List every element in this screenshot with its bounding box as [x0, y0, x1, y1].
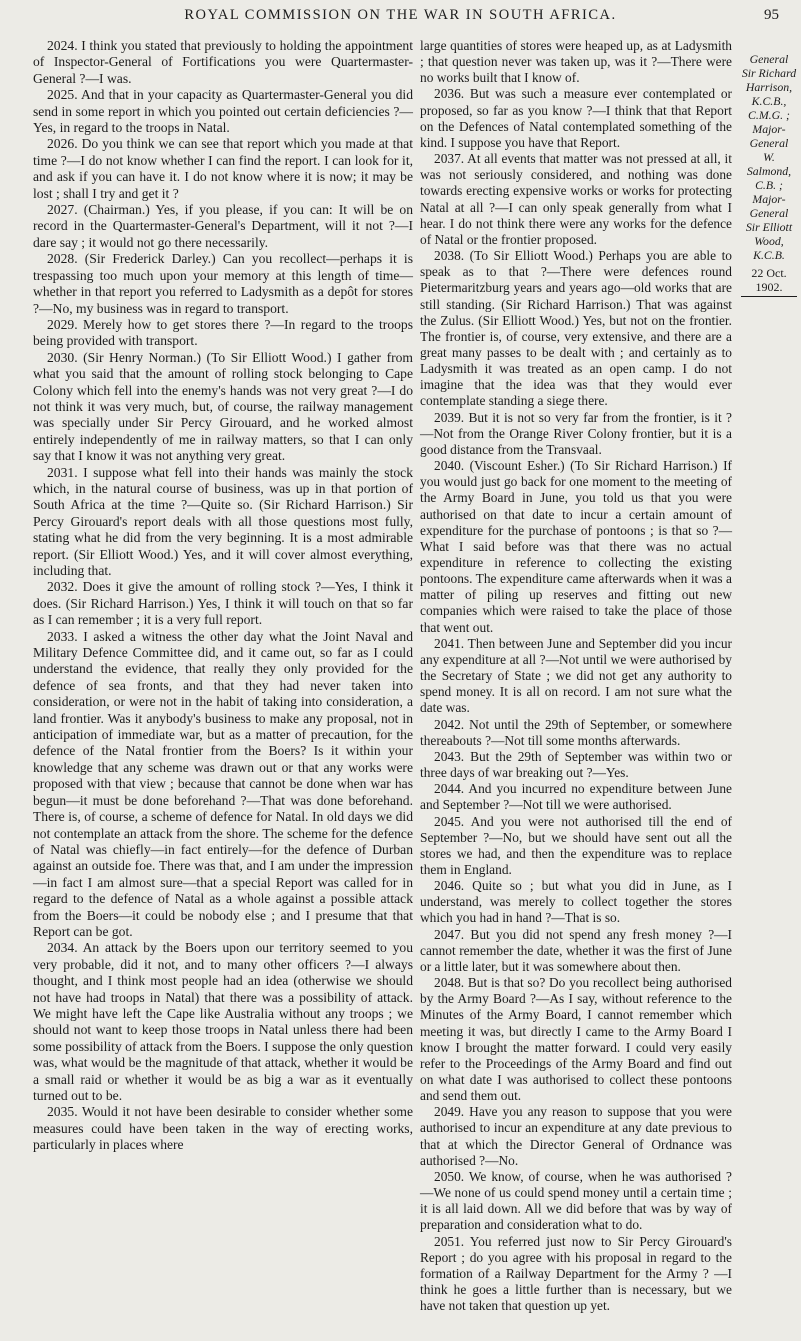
right-text-column — [420, 38, 732, 1314]
running-header — [0, 7, 801, 24]
margin-date: 22 Oct. 1902. — [741, 266, 797, 297]
paragraph: 2026. Do you think we can see that report which you made at that time ?—I do not know whether I can find the report. I can look for it, and ask if you can have it. I do not know where it is now; it may be lost ; shall I try and get it ? — [33, 136, 413, 201]
left-text-column — [33, 38, 413, 1154]
paragraph: 2038. (To Sir Elliott Wood.) Perhaps you are able to speak as to that ?—There were defences round Pietermaritzburg years and years ago—old works that are still standing. (Sir Richard Harrison.) That was against the Zulus. (Sir Elliott Wood.) Yes, but not on the frontier. The frontier is, of course, very extensive, and there are a great many passes to be dealt with ; and certainly as to Ladysmith it was treated as an open camp. I do not imagine that the idea was that they would ever contemplate standing a siege there. — [420, 248, 732, 409]
paragraph: 2031. I suppose what fell into their hands was mainly the stock which, in the natural course of business, was up in that portion of South Africa at the time ?—Quite so. (Sir Richard Harrison.) Sir Percy Girouard's report deals with all those questions most fully, stating what he did from the very beginning. It is a most admirable report. (Sir Elliott Wood.) Yes, and it will cover almost everything, including that. — [33, 464, 413, 578]
paragraph: 2032. Does it give the amount of rolling stock ?—Yes, I think it does. (Sir Richard Harrison.) Yes, I think it will touch on that so far as I can remember ; it is a very full report. — [33, 579, 413, 628]
paragraph: 2033. I asked a witness the other day what the Joint Naval and Military Defence Committee did, and it came out, so far as I could understand the evidence, that really they only provided for the defence of sea fronts, and that they had never taken into consideration, or were not in the habit of taking into consideration, a land frontier. Was it anybody's business to make any proposal, not in anticipation of immediate war, but as a matter of precaution, for the defence of the Natal frontier from the Boers? Is it within your knowledge that any scheme was drawn out or that any works were proposed with that view ; because that cannot be done when war has begun—it must be done beforehand ?—That was done beforehand. There is, of course, a scheme of defence for Natal. In old days we did not contemplate an attack from the shore. The scheme for the defence of Natal was chiefly—in fact entirely—for the defence of Durban against an outside foe. There was that, and I am under the impression—in fact I am almost sure—that a special Report was called for in regard to the defence of Natal as a whole against a possible attack from the Boers—it could be nobody else ; and I presume that that Report can be got. — [33, 628, 413, 939]
paragraph: 2041. Then between June and September did you incur any expenditure at all ?—Not until we were authorised by the Secretary of State ; we did not get any authority to spend money. It is all on record. I am not sure what the date was. — [420, 635, 732, 716]
paragraph: 2047. But you did not spend any fresh money ?—I cannot remember the date, whether it was the first of June or a little later, but it was somewhere about then. — [420, 926, 732, 974]
paragraph: 2044. And you incurred no expenditure between June and September ?—Not till we were authorised. — [420, 781, 732, 813]
page-number: 95 — [764, 7, 779, 23]
paragraph: 2030. (Sir Henry Norman.) (To Sir Elliott Wood.) I gather from what you said that the amount of rolling stock belonging to Cape Colony which fell into the enemy's hands was not very great ?—I do not think it was very much, but, of course, the railway management was specially under Sir Percy Girouard, and he worked almost entirely independently of me in railway matters, so that I can only say that I know it was not anything very great. — [33, 349, 413, 464]
paragraph: large quantities of stores were heaped up, as at Ladysmith ; that question never was taken up, was it ?—There were no works built that I know of. — [420, 38, 732, 86]
paragraph: 2051. You referred just now to Sir Percy Girouard's Report ; do you agree with his proposal in regard to the formation of a Railway Department for the Army ? —I think he goes a little further than is necessary, but we have not taken that question up yet. — [420, 1233, 732, 1314]
paragraph: 2037. At all events that matter was not pressed at all, it was not seriously considered, and nothing was done towards erecting expensive works or works for protecting Natal at all ?—I can only speak generally from what I hear. I do not think there were any works for the defence of Natal or the frontier proposed. — [420, 151, 732, 247]
paragraph: 2050. We know, of course, when he was authorised ? —We none of us could spend money until a certain time ; it is all laid down. All we did before that was by way of preparation and consideration what to do. — [420, 1168, 732, 1233]
paragraph: 2039. But it is not so very far from the frontier, is it ? —Not from the Orange River Colony frontier, but it is a good distance from the Transvaal. — [420, 409, 732, 457]
paragraph: 2048. But is that so? Do you recollect being authorised by the Army Board ?—As I say, without reference to the Minutes of the Army Board, I cannot remember which meeting it was, but directly I came to the Army Board I know I brought the matter forward. I could very easily refer to the Proceedings of the Army Board and find out on what date I was authorised to collect these pontoons and send them out. — [420, 975, 732, 1104]
paragraph: 2042. Not until the 29th of September, or somewhere thereabouts ?—Not till some months afterwards. — [420, 716, 732, 748]
paragraph: 2043. But the 29th of September was within two or three days of war breaking out ?—Yes. — [420, 748, 732, 781]
paragraph: 2036. But was such a measure ever contemplated or proposed, so far as you know ?—I think that that Report on the Defences of Natal contemplated something of the kind. I suppose you have that Report. — [420, 86, 732, 150]
margin-witness-names: General Sir Richard Harrison, K.C.B., C.M.G. ; Major- General W. Salmond, C.B. ; Major- General Sir Elliott Wood, K.C.B. — [741, 52, 797, 262]
paragraph: 2049. Have you any reason to suppose that you were authorised to incur an expenditure at any date previous to that at which the Director General of Ordnance was authorised ?—No. — [420, 1104, 732, 1168]
paragraph: 2046. Quite so ; but what you did in June, as I understand, was merely to collect together the stores which you had in hand ?—That is so. — [420, 878, 732, 926]
paragraph: 2035. Would it not have been desirable to consider whether some measures could have been taken in the way of erecting works, particularly in places where — [33, 1104, 413, 1153]
paragraph: 2024. I think you stated that previously to holding the appointment of Inspector-General of Fortifications you were Quartermaster-General ?—I was. — [33, 38, 413, 86]
paragraph: 2028. (Sir Frederick Darley.) Can you recollect—perhaps it is trespassing too much upon your memory at this length of time—whether in that report you referred to Ladysmith as a depôt for stores ?—No, my business was in regard to transport. — [33, 251, 413, 316]
paragraph: 2045. And you were not authorised till the end of September ?—No, but we should have sent out all the stores we had, and then the expenditure was to replace them in England. — [420, 813, 732, 877]
paragraph: 2027. (Chairman.) Yes, if you please, if you can: It will be on record in the Quartermaster-General's Department, will it not ?—I dare say ; it would not go there necessarily. — [33, 202, 413, 250]
paragraph: 2040. (Viscount Esher.) (To Sir Richard Harrison.) If you would just go back for one moment to the meeting of the Army Board in June, you told us that you were authorised on that date to incur a certain amount of expenditure for the purchase of pontoons ; is that so ?—What I said before was that there was no actual expenditure in reference to collecting the existing pontoons. The expenditure came afterwards when it was a matter of piling up reserves and fitting out new companies which were raised to take the place of those that went out. — [420, 458, 732, 635]
paragraph: 2034. An attack by the Boers upon our territory seemed to you very probable, did it not, and to many other officers ?—I always thought, and I think most people had an idea (otherwise we should not have had troops in Natal) that there was a possibility of attack. We might have left the Cape like Australia without any troops ; we should not want to keep those troops in Natal unless there had been some possibility of attack from the Boers. I suppose the only question was, what would be the magnitude of that attack, whether it would be a small raid or whether it would be as big a war as it eventually turned out to be. — [33, 940, 413, 1103]
paragraph: 2029. Merely how to get stores there ?—In regard to the troops being provided with transport. — [33, 316, 413, 349]
paragraph: 2025. And that in your capacity as Quartermaster-General you did send in some report in which you pointed out certain deficiencies ?—Yes, in regard to the troops in Natal. — [33, 87, 413, 136]
margin-note — [741, 38, 797, 311]
header-title: ROYAL COMMISSION ON THE WAR IN SOUTH AFRICA. — [184, 7, 617, 23]
